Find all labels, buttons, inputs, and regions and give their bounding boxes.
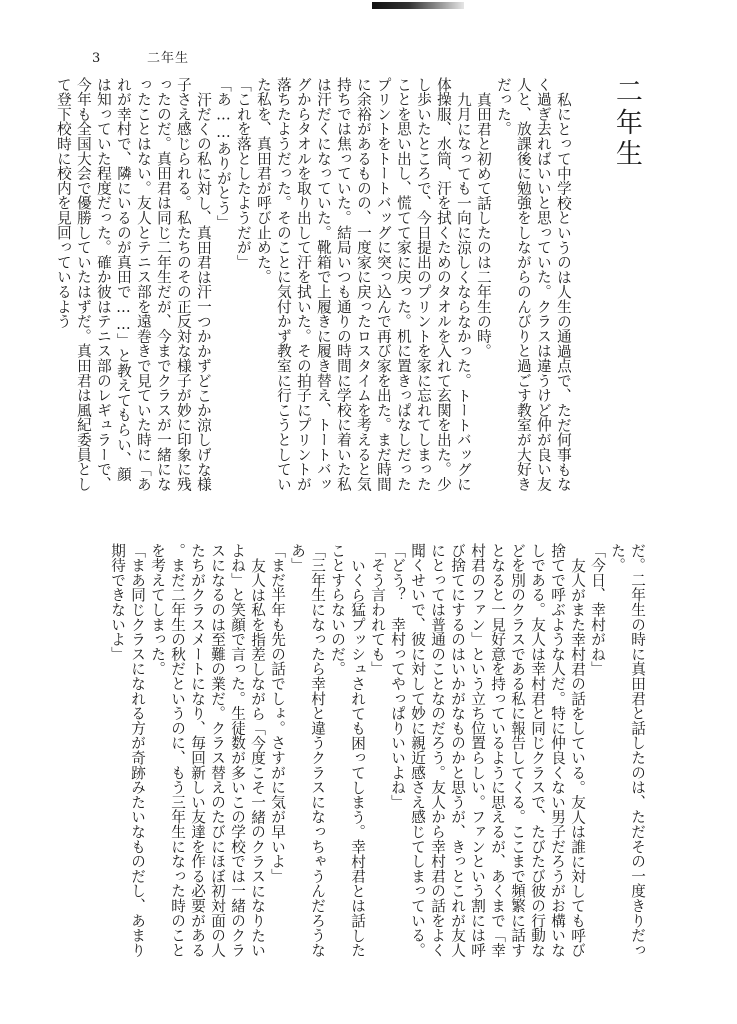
paragraph: 友人がまた幸村君の話をしている。友人は誰に対しても呼び捨てで呼ぶような人だ。特に仲良くない男子だろうがお構いなしである。友人は幸村君と同じクラスで、たびたび彼の行動などを別のクラスである私に報告してくる。ここまで頻繁に話すとなると一見好意を持っているように思えるが、あくまで「幸村君のファン」という立ち位置らしい。ファンという割には呼び捨てにするのはいかがなものかと思うが、きっとこれが友人にとっては普通のことなのだろう。友人から幸村君の話をよく聞くせいで、彼に対して妙に親近感さえ感じてしまっている。 xyxy=(409,543,586,958)
paragraph: 真田君と初めて話したのは二年生の時。 xyxy=(474,91,492,358)
bottom-text-block xyxy=(87,543,647,963)
dialogue-line: 「どう？ 幸村ってやっぱりいいよね」 xyxy=(389,543,406,810)
dialogue-line: 「これを落としたようだが」 xyxy=(234,77,252,270)
page-number: 3 xyxy=(92,51,101,66)
running-head: 二年生 xyxy=(147,51,190,66)
dialogue-line: 「三年生になったら幸村と違うクラスになっちゃうんだろうなあ」 xyxy=(289,543,326,958)
paragraph: 友人は私を指差しながら「今度こそ一緒のクラスになりたいよね」と笑顔で言った。生徒数が多いこの学校では一緒のクラスになるのは至難の業だ。クラス替えのたびにほぼ初対面の人たちがクラスメートになり、毎回新しい友達を作る必要がある。まだ二年生の秋だというのに、もう三年生になった時のことを考えてしまった。 xyxy=(149,543,266,958)
dialogue-line: 「そう言われても」 xyxy=(369,543,386,677)
paragraph: 私にとって中学校というのは人生の通過点で、ただ何事もなく過ぎ去ればいいと思っていた。クラスは違うけど仲が良い友人と、放課後に勉強をしながらのんびりと過ごす教室が大好きだった。 xyxy=(494,77,572,492)
top-gradient-bar xyxy=(372,2,464,9)
dialogue-line: 「今日、幸村がね」 xyxy=(589,543,606,677)
paragraph-continuation: だ。二年生の時に真田君と話したのは、ただその一度きりだった。 xyxy=(609,543,646,958)
dialogue-line: 「あ……ありがとう」 xyxy=(214,77,232,230)
paragraph: いくら猛プッシュされても困ってしまう。幸村君とは話したことすらないのだ。 xyxy=(329,543,366,958)
chapter-title: 二年生 xyxy=(610,77,642,170)
dialogue-line: 「まあ同じクラスになれる方が奇跡みたいなものだし、あまり期待できないよ」 xyxy=(109,543,146,958)
paragraph: 汗だくの私に対し、真田君は汗一つかかずどこか涼しげな様子さえ感じられる。私たちのその正反対な様子が妙に印象に残ったのだ。真田君は同じ二年生だが、今までクラスが一緒になったことはない。友人とテニス部を遠巻きで見ていた時に「あれが幸村で、隣にいるのが真田で……」と教えてもらい、顔は知っていた程度だった。確か彼はテニス部のレギュラーで、今年も全国大会で優勝していたはずだ。真田君は風紀委員として登下校時に校内を見回っているよう xyxy=(54,77,212,492)
dialogue-line: 「まだ半年も先の話でしょ。さすがに気が早いよ」 xyxy=(269,543,286,884)
top-text-block xyxy=(54,77,659,493)
paragraph: 九月になっても一向に涼しくならなかった。トートバッグに体操服、水筒、汗を拭くためのタオルを入れて玄関を出た。少し歩いたところで、今日提出のプリントを家に忘れてしまったことを思い出し、慌てて家に戻った。机に置きっぱなしだったプリントをトートバッグに突っ込んで再び家を出た。まだ時間に余裕があるものの、一度家に戻ったロスタイムを考えると気持ちでは焦っていた。結局いつも通りの時間に学校に着いた私は汗だくになっていた。靴箱で上履きに履き替え、トートバッグからタオルを取り出して汗を拭いた。その拍子にプリントが落ちたようだった。そのことに気付かず教室に行こうとしていた私を、真田君が呼び止めた。 xyxy=(254,77,472,492)
